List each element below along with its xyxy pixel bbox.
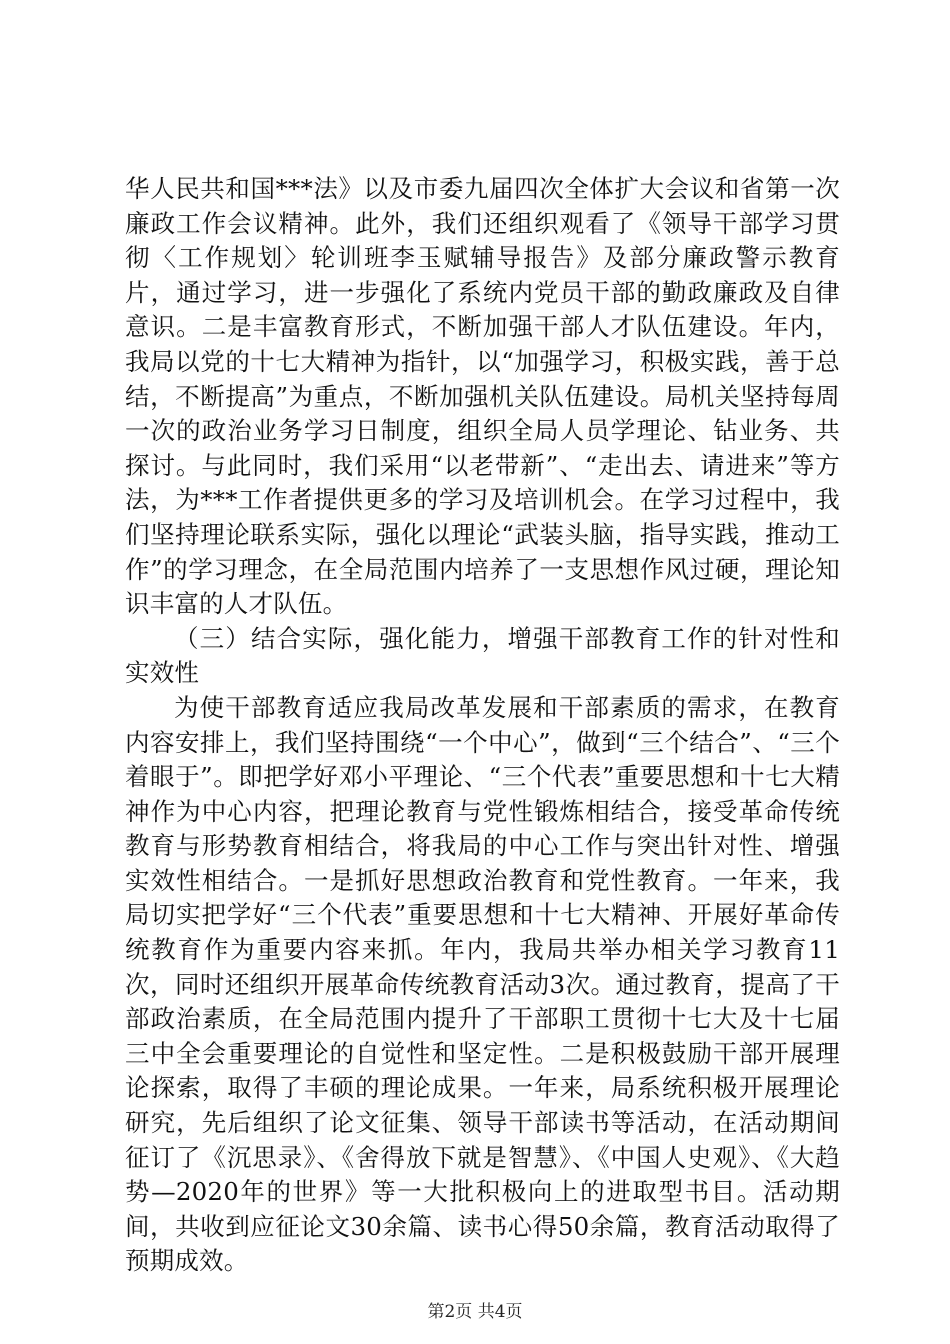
section-heading: （三）结合实际，强化能力，增强干部教育工作的针对性和实效性 [125, 623, 840, 688]
page-number-footer: 第2页 共4页 [427, 1302, 523, 1322]
body-text [125, 172, 840, 1279]
paragraph-section-body: 为使干部教育适应我局改革发展和干部素质的需求，在教育内容安排上，我们坚持围绕“一个中心”，做到“三个结合”、“三个着眼于”。即把学好邓小平理论、“三个代表”重要思想和十七大精神作为中心内容，把理论教育与党性锻炼相结合，接受革命传统教育与形势教育相结合，将我局的中心工作与突出针对性、增强实效性相结合。一是抓好思想政治教育和党性教育。一年来，我局切实把学好“三个代表”重要思想和十七大精神、开展好革命传统教育作为重要内容来抓。年内，我局共举办相关学习教育11次，同时还组织开展革命传统教育活动3次。通过教育，提高了干部政治素质，在全局范围内提升了干部职工贯彻十七大及十七届三中全会重要理论的自觉性和坚定性。二是积极鼓励干部开展理论探索，取得了丰硕的理论成果。一年来，局系统积极开展理论研究，先后组织了论文征集、领导干部读书等活动，在活动期间征订了《沉思录》、《舍得放下就是智慧》、《中国人史观》、《大趋势—2020年的世界》等一大批积极向上的进取型书目。活动期间，共收到应征论文30余篇、读书心得50余篇，教育活动取得了预期成效。 [125, 692, 840, 1276]
paragraph-continuation: 华人民共和国***法》以及市委九届四次全体扩大会议和省第一次廉政工作会议精神。此外，我们还组织观看了《领导干部学习贯彻〈工作规划〉轮训班李玉赋辅导报告》及部分廉政警示教育片，通过学习，进一步强化了系统内党员干部的勤政廉政及自律意识。二是丰富教育形式，不断加强干部人才队伍建设。年内，我局以党的十七大精神为指针，以“加强学习，积极实践，善于总结，不断提高”为重点，不断加强机关队伍建设。局机关坚持每周一次的政治业务学习日制度，组织全局人员学理论、钻业务、共探讨。与此同时，我们采用“以老带新”、“走出去、请进来”等方法，为***工作者提供更多的学习及培训机会。在学习过程中，我们坚持理论联系实际，强化以理论“武装头脑，指导实践，推动工作”的学习理念，在全局范围内培养了一支思想作风过硬，理论知识丰富的人才队伍。 [125, 174, 840, 619]
